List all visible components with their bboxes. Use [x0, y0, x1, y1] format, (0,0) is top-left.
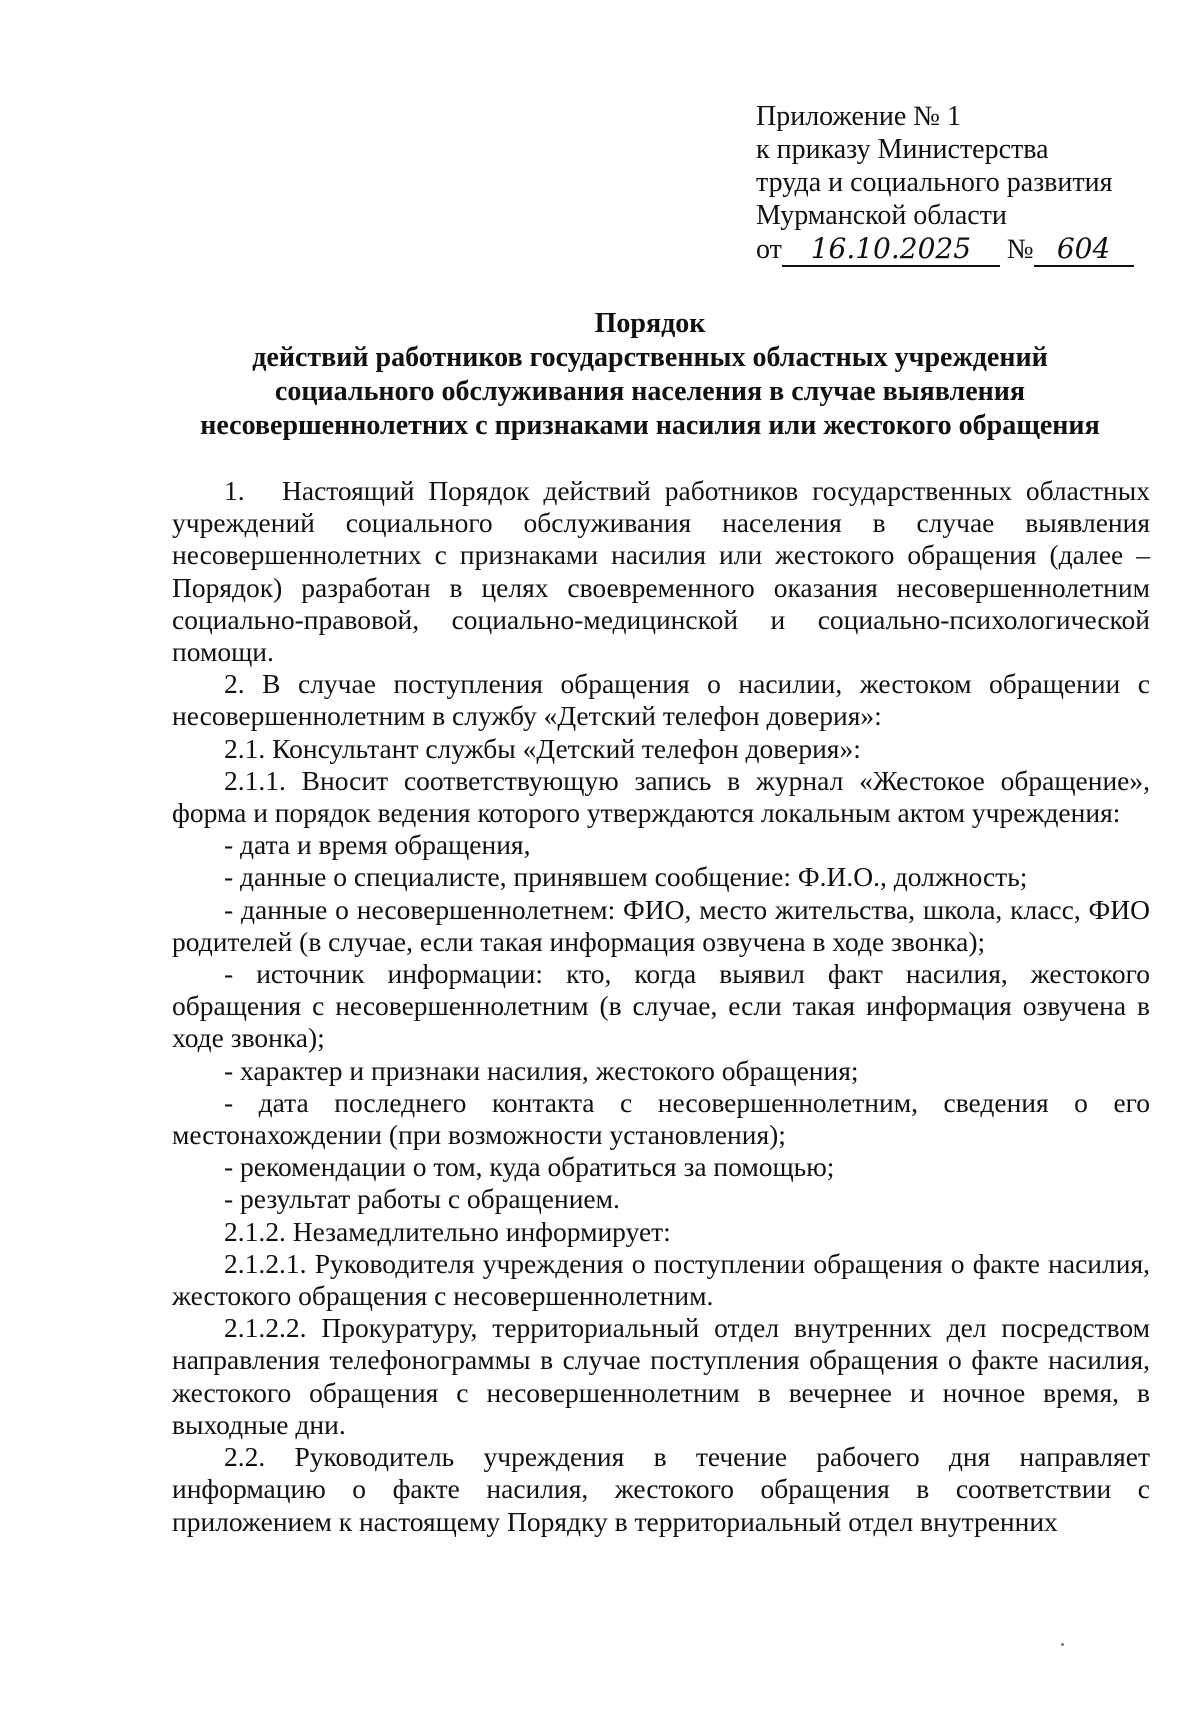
- paragraph-1-number: 1.: [224, 475, 245, 506]
- paragraph-2: 2. В случае поступления обращения о насилии, жестоком обращении с несовершеннолетним в службу «Детский телефон доверия»:: [172, 668, 1150, 732]
- document-body: [172, 475, 1150, 1538]
- list-item: - источник информации: кто, когда выявил факт насилия, жестокого обращения с несовершеннолетним (в случае, если такая информация озвучена в ходе звонка);: [172, 958, 1150, 1054]
- title-line-1: Порядок: [594, 308, 706, 339]
- paragraph-1-text: Настоящий Порядок действий работников государственных областных учреждений социального обслуживания населения в случае выявления несовершеннолетних с признаками насилия или жестокого обращения (далее – Порядок) разработан в целях своевременного оказания несовершеннолетним социально-правовой, социально-медицинской и социально-психологической помощи.: [172, 475, 1150, 668]
- paragraph-2-1-2: 2.1.2. Незамедлительно информирует:: [224, 1215, 671, 1247]
- appendix-line-2: к приказу Министерства: [756, 134, 1049, 165]
- title-line-3: социального обслуживания населения в случае выявления: [274, 376, 1026, 407]
- handwritten-number: 604: [1034, 232, 1134, 267]
- list-item: - результат работы с обращением.: [224, 1183, 620, 1215]
- appendix-line-3: труда и социального развития: [756, 167, 1113, 198]
- paragraph-2-1-1: 2.1.1. Вносит соответствующую запись в журнал «Жестокое обращение», форма и порядок ведения которого утверждаются локальным актом учреждения:: [172, 764, 1150, 829]
- paragraph-2-1-2-1: 2.1.2.1. Руководителя учреждения о поступлении обращения о факте насилия, жестокого обращения с несовершеннолетним.: [172, 1247, 1150, 1312]
- list-item: - характер и признаки насилия, жестокого обращения;: [224, 1054, 859, 1086]
- handwritten-date: 16.10.2025: [782, 232, 1000, 267]
- list-item: - дата последнего контакта с несовершеннолетним, сведения о его местонахождении (при возможности установления);: [172, 1086, 1150, 1151]
- paragraph-2-1-2-2: 2.1.2.2. Прокуратуру, территориальный отдел внутренних дел посредством направления телефонограммы в случае поступления обращения о факте насилия, жестокого обращения с несовершеннолетним в вечернее и ночное время, в выходные дни.: [172, 1312, 1150, 1440]
- document-title: [150, 307, 1150, 443]
- from-prefix: от: [756, 234, 782, 265]
- order-date-number-line: [756, 232, 1156, 267]
- scan-artifact-dot: [1061, 1643, 1064, 1646]
- title-line-4: несовершеннолетних с признаками насилия или жестокого обращения: [200, 410, 1100, 441]
- paragraph-2-2: 2.2. Руководитель учреждения в течение рабочего дня направляет информацию о факте насилия, жестокого обращения в соответствии с приложением к настоящему Порядку в территориальный отдел внутренних: [172, 1441, 1150, 1537]
- paragraph-1: [172, 475, 1150, 668]
- appendix-line-4: Мурманской области: [756, 200, 1007, 231]
- appendix-line-1: Приложение № 1: [756, 101, 961, 132]
- paragraph-2-1: 2.1. Консультант службы «Детский телефон доверия»:: [224, 732, 861, 764]
- number-prefix: №: [1006, 234, 1034, 265]
- list-item: - дата и время обращения,: [224, 829, 531, 861]
- list-item: - данные о несовершеннолетнем: ФИО, место жительства, школа, класс, ФИО родителей (в случае, если такая информация озвучена в ходе звонка);: [172, 893, 1150, 957]
- title-line-2: действий работников государственных областных учреждений: [252, 342, 1048, 373]
- appendix-header: [756, 100, 1156, 267]
- list-item: - данные о специалисте, принявшем сообщение: Ф.И.О., должность;: [224, 861, 1028, 893]
- list-item: - рекомендации о том, куда обратиться за помощью;: [224, 1151, 835, 1183]
